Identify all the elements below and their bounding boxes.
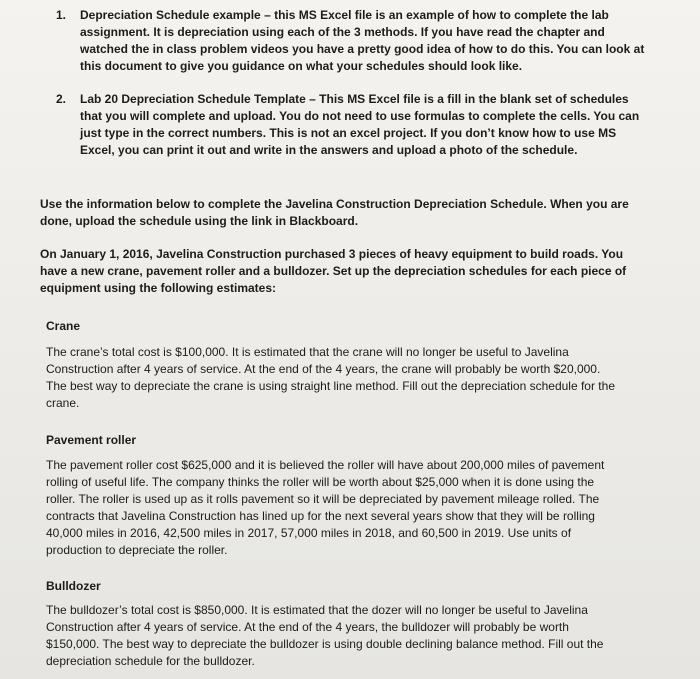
section-body-bulldozer: The bulldozer’s total cost is $850,000. It is estimated that the dozer will no longer be useful to Javelina Construction after 4 years of service. At the end of the 4 years, the bulldozer will probably be worth $150,000. The best way to depreciate the bulldozer is using double declining balance method. Fill out the depreciation schedule for the bulldozer. (46, 603, 604, 668)
list-number: 2. (56, 92, 67, 106)
section-heading-pavement-roller: Pavement roller (46, 433, 137, 447)
section-body-pavement-roller: The pavement roller cost $625,000 and it is believed the roller will have about 200,000 miles of pavement rolling of useful life. The company thinks the roller will be worth about $25,000 when it is done using the roller. The roller is used up as it rolls pavement so it will be depreciated by pavement mileage rolled. The contracts that Javelina Construction has lined up for the next several years show that they will be rolling 40,000 miles in 2016, 42,500 miles in 2017, 57,000 miles in 2018, and 60,500 in 2019. Use units of production to depreciate the roller. (46, 458, 605, 557)
list-text: Depreciation Schedule example – this MS Excel file is an example of how to complete the lab assignment. It is depreciation using each of the 3 methods. If you have read the chapter and watched the in class problem videos you have a pretty good idea of how to do this. You can look at this document to give you guidance on what your schedules should look like. (80, 8, 645, 73)
section-heading-crane: Crane (46, 319, 81, 333)
list-number: 1. (56, 8, 67, 22)
intro-paragraph: On January 1, 2016, Javelina Construction purchased 3 pieces of heavy equipment to build roads. You have a new crane, pavement roller and a bulldozer. Set up the depreciation schedules for each piece of equipment using the following estimates: (40, 247, 627, 295)
list-item (56, 91, 646, 159)
list-item (56, 7, 646, 75)
instructions-paragraph: Use the information below to complete the Javelina Construction Depreciation Schedule. When you are done, upload the schedule using the link in Blackboard. (40, 197, 629, 228)
section-heading-bulldozer: Bulldozer (46, 579, 101, 593)
section-body-crane: The crane’s total cost is $100,000. It is estimated that the crane will no longer be useful to Javelina Construction after 4 years of service. At the end of the 4 years, the crane will probably be worth $20,000. The best way to depreciate the crane is using straight line method. Fill out the depreciation schedule for the crane. (46, 345, 615, 410)
list-text: Lab 20 Depreciation Schedule Template – This MS Excel file is a fill in the blank set of schedules that you will complete and upload. You do not need to use formulas to complete the cells. You can just type in the correct numbers. This is not an excel project. If you don’t know how to use MS Excel, you can print it out and write in the answers and upload a photo of the schedule. (80, 92, 640, 157)
